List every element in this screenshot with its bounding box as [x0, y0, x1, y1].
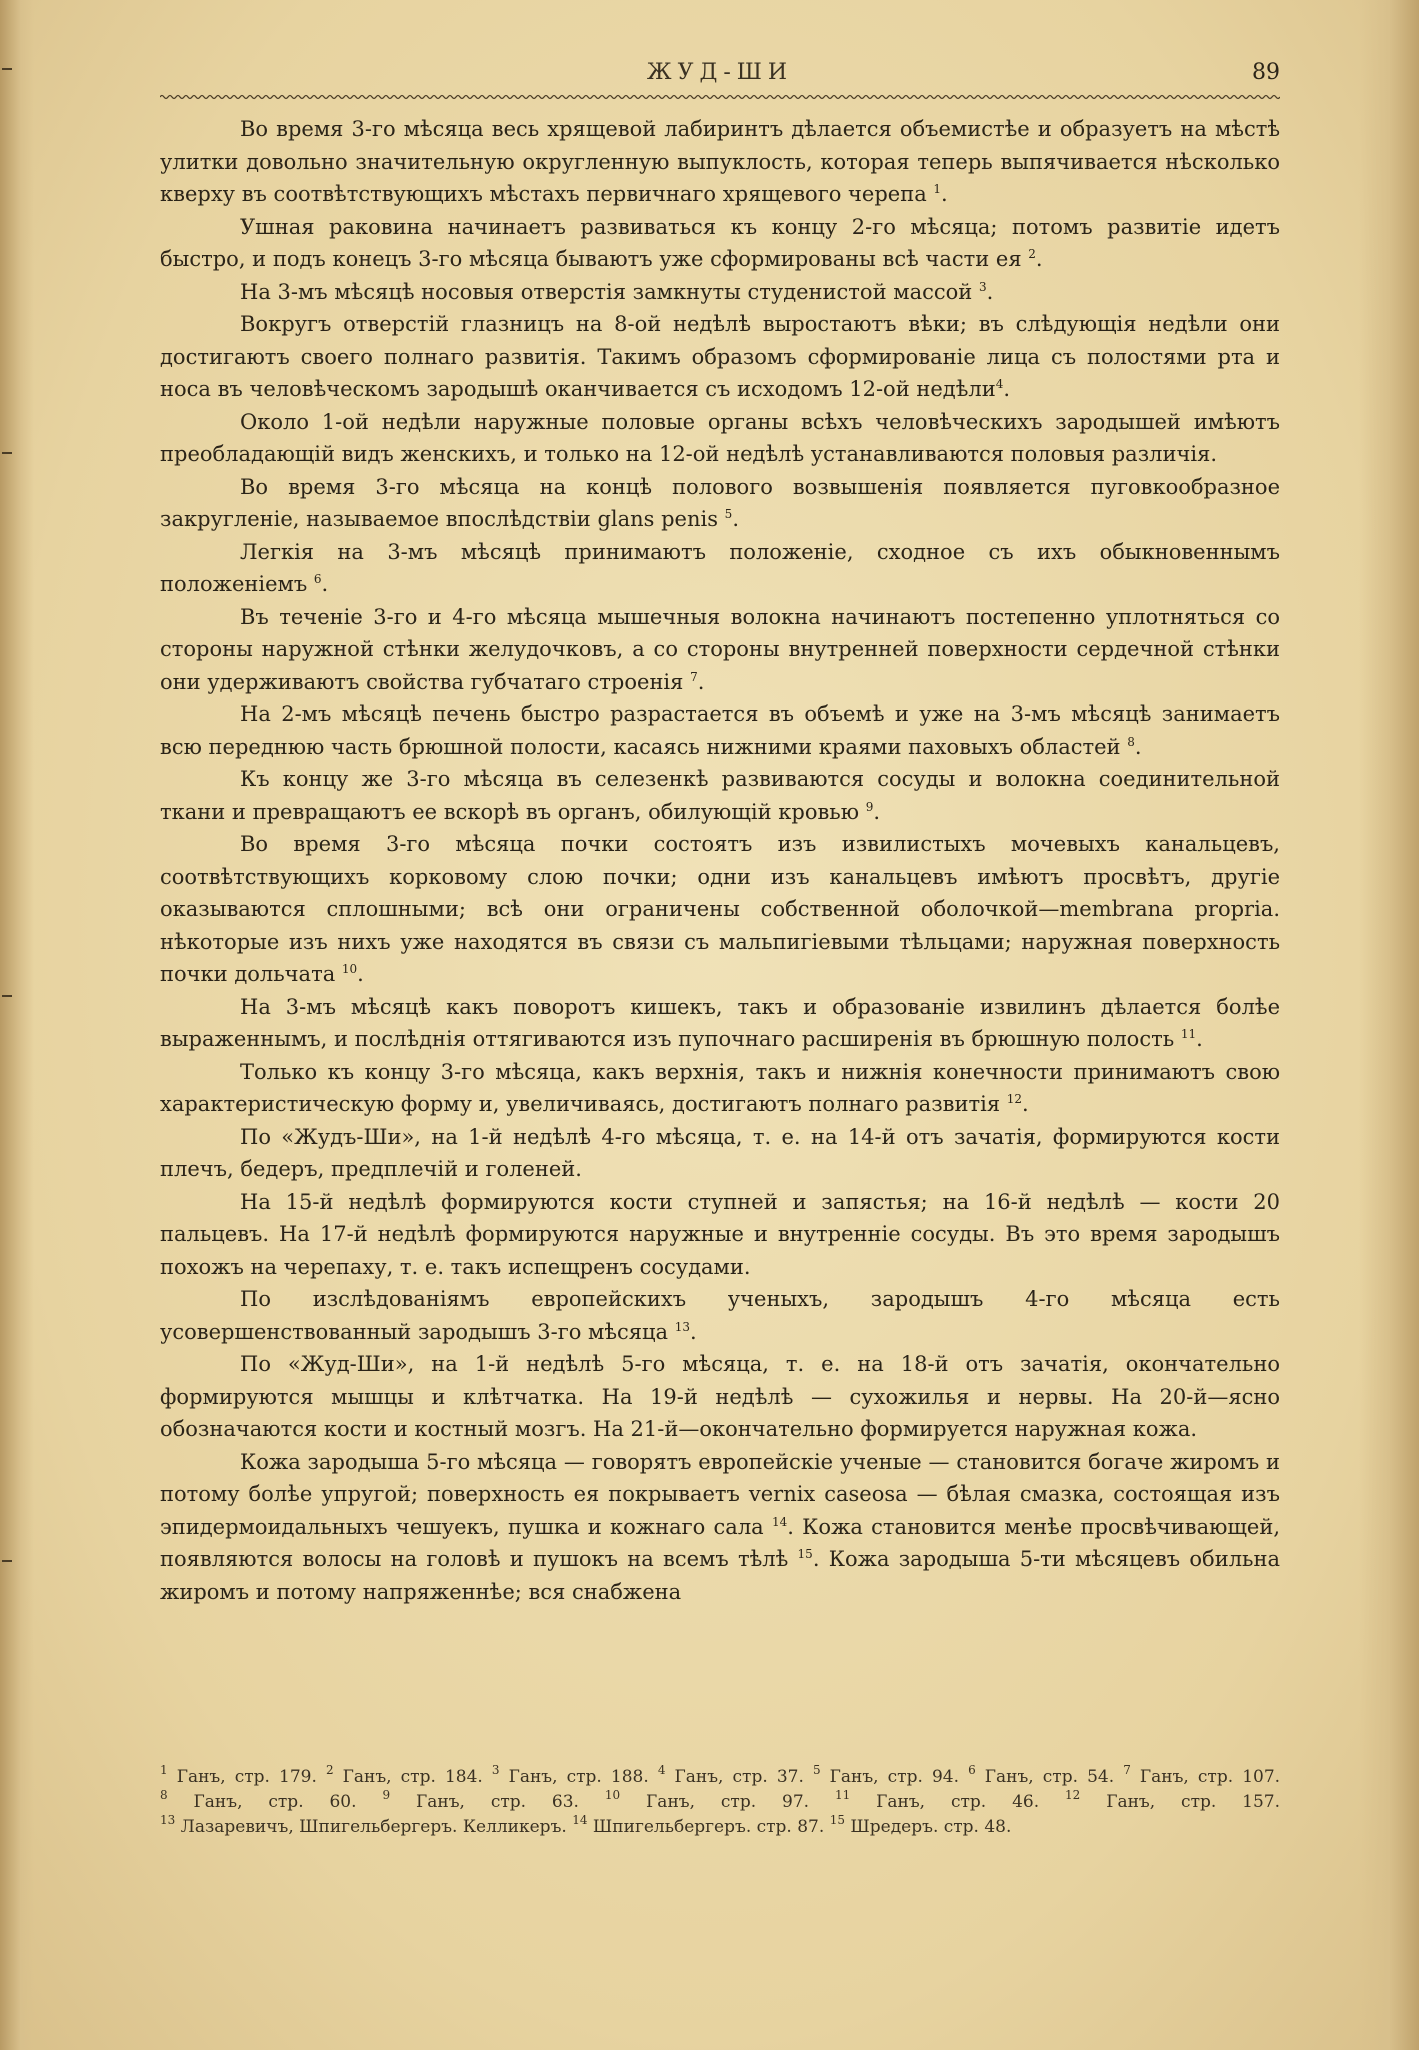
paragraph	[160, 211, 1280, 276]
paragraph-text: .	[873, 799, 881, 824]
paragraph-text: . Кожа становится менѣе просвѣчивающей, появляются волосы на головѣ и пушокъ на всемъ тѣлѣ	[160, 1514, 1280, 1571]
footnote-text: Ганъ, стр. 37.	[665, 1767, 804, 1787]
paragraph	[160, 471, 1280, 536]
footnote	[382, 1788, 579, 1812]
margin-mark	[2, 1560, 12, 1562]
footnote-number: 4	[657, 1763, 666, 1777]
paragraph	[160, 1121, 1280, 1186]
footnote	[160, 1813, 567, 1837]
footnote-marker: 14	[771, 1514, 788, 1529]
paragraph-text: По «Жуд-Ши», на 1-й недѣлѣ 5-го мѣсяца, т. е. на 18-й отъ зачатія, окончательно формируются мышцы и клѣтчатка. На 19-й недѣлѣ — сухожилья и нервы. На 20-й—ясно обозначаются кости и костный мозгъ. На 21-й—окончательно формируется наружная кожа.	[160, 1352, 1280, 1441]
paragraph	[160, 698, 1280, 763]
footnote-text: Ганъ, стр. 157.	[1080, 1792, 1281, 1812]
paragraph-text: .	[1003, 377, 1011, 401]
paragraph-text: .	[357, 962, 364, 986]
footnote-number: 12	[1065, 1788, 1081, 1802]
footnote-number: 9	[382, 1788, 391, 1802]
paragraph-text: Къ концу же 3-го мѣсяца въ селезенкѣ развиваются сосуды и волокна соединительной ткани и превращаютъ ее вскорѣ въ органъ, обилующій кровью	[160, 767, 1280, 824]
footnote-marker: 13	[674, 1319, 690, 1334]
footnote-text: Ганъ, стр. 179.	[167, 1767, 317, 1787]
paragraph	[160, 1348, 1280, 1446]
footnote-marker: 3	[978, 279, 987, 294]
paragraph-text: Около 1-ой недѣли наружные половые органы всѣхъ человѣческихъ зародышей имѣютъ преобладающій видъ женскихъ, и только на 12-ой недѣлѣ устанавливаются половыя различія.	[160, 409, 1280, 466]
footnote-marker: 10	[341, 962, 358, 976]
paragraph-text: .	[690, 1319, 697, 1344]
footnotes	[160, 1765, 1280, 1840]
paragraph-text: На 3-мъ мѣсяцѣ носовыя отверстія замкнуты студенистой массой	[240, 279, 979, 304]
footnote-text: Ганъ, стр. 184.	[333, 1767, 483, 1787]
paragraph-text: .	[321, 572, 329, 596]
footnote-text: Ганъ, стр. 63.	[390, 1792, 579, 1812]
paragraph-text: Вокругъ отверстій глазницъ на 8-ой недѣлѣ выростаютъ вѣки; въ слѣдующія недѣли они достигаютъ своего полнаго развитія. Такимъ образомъ сформированіе лица съ полостями рта и носа въ человѣческомъ зародышѣ оканчивается съ исходомъ 12-ой недѣли	[160, 312, 1280, 401]
footnote-marker: 9	[865, 799, 874, 814]
paragraph-text: По «Жудъ-Ши», на 1-й недѣлѣ 4-го мѣсяца, т. е. на 14-й отъ зачатія, формируются кости плечъ, бедеръ, предплечій и голеней.	[160, 1124, 1280, 1181]
paragraph-text: На 15-й недѣлѣ формируются кости ступней и запястья; на 16-й недѣлѣ — кости 20 пальцевъ. На 17-й недѣлѣ формируются наружные и внутренніе сосуды. Въ это время зародышъ похожъ на черепаху, т. е. такъ испещренъ сосудами.	[160, 1189, 1280, 1279]
footnote	[160, 1763, 317, 1787]
paragraph-text: . Кожа зародыша 5-ти мѣсяцевъ обильна жиромъ и потому напряженнѣе; вся снабжена	[160, 1547, 1280, 1604]
paragraph	[160, 601, 1280, 699]
footnote	[1065, 1788, 1281, 1812]
running-title: ЖУД-ШИ	[646, 60, 794, 85]
paragraph-text: Во время 3-го мѣсяца на концѣ полового возвышенія появляется пуговкообразное закругленіе, называемое впослѣдствіи glans penis	[160, 474, 1280, 531]
paragraph	[160, 308, 1280, 406]
margin-mark	[2, 995, 12, 997]
paragraph	[160, 1283, 1280, 1348]
footnote	[160, 1788, 357, 1812]
footnote	[572, 1813, 825, 1837]
paragraph-text: .	[697, 669, 705, 694]
body-text	[160, 113, 1280, 1608]
footnote-text: Ганъ, стр. 188.	[499, 1767, 649, 1787]
paragraph-text: На 3-мъ мѣсяцѣ какъ поворотъ кишекъ, такъ и образованіе извилинъ дѣлается болѣе выраженнымъ, и послѣднія оттягиваются изъ пупочнаго расширенія въ брюшную полость	[160, 994, 1280, 1051]
paragraph	[160, 1446, 1280, 1609]
footnote-marker: 2	[1028, 247, 1036, 261]
paragraph	[160, 276, 1280, 309]
footnote-marker: 5	[724, 507, 733, 521]
footnote	[812, 1763, 959, 1787]
footnote-number: 5	[812, 1763, 821, 1777]
footnote-marker: 4	[995, 377, 1004, 391]
footnote-text: Ганъ, стр. 54.	[975, 1767, 1115, 1787]
footnote-number: 2	[325, 1763, 334, 1777]
paragraph-text: .	[986, 279, 994, 304]
paragraph	[160, 991, 1280, 1056]
paragraph-text: .	[1196, 1027, 1203, 1051]
paragraph-text: По изслѣдованіямъ европейскихъ ученыхъ, зародышъ 4-го мѣсяца есть усовершенствованный зародышъ 3-го мѣсяца	[160, 1287, 1280, 1344]
footnote-number: 3	[491, 1763, 500, 1777]
paragraph-text: Легкія на 3-мъ мѣсяцѣ принимаютъ положеніе, сходное съ ихъ обыкновеннымъ положеніемъ	[160, 539, 1280, 596]
footnote-marker: 15	[797, 1547, 813, 1561]
footnote-text: Ганъ, стр. 107.	[1130, 1767, 1281, 1787]
paragraph-text: Ушная раковина начинаетъ развиваться къ концу 2-го мѣсяца; потомъ развитіе идетъ быстро, и подъ конецъ 3-го мѣсяца бываютъ уже сформированы всѣ части ея	[160, 214, 1280, 271]
paragraph	[160, 406, 1280, 471]
running-header	[160, 60, 1280, 94]
footnote-marker: 11	[1180, 1027, 1197, 1041]
footnote-marker: 12	[1006, 1092, 1023, 1106]
paragraph	[160, 1056, 1280, 1121]
footnote-text: Ганъ, стр. 97.	[620, 1792, 810, 1812]
footnote	[968, 1763, 1115, 1787]
footnote	[829, 1813, 1012, 1837]
footnote-number: 14	[572, 1813, 588, 1827]
footnote-text: Ганъ, стр. 94.	[820, 1767, 959, 1787]
paragraph	[160, 763, 1280, 828]
page-right-edge	[1359, 0, 1419, 2050]
footnote	[604, 1788, 810, 1812]
footnote-marker: 1	[933, 182, 942, 196]
footnote	[491, 1763, 649, 1787]
paragraph	[160, 536, 1280, 601]
paragraph-text: .	[1035, 247, 1043, 271]
paragraph-text: Во время 3-го мѣсяца весь хрящевой лабиринтъ дѣлается объемистѣе и образуетъ на мѣстѣ улитки довольно значительную округленную выпуклость, которая теперь выпячивается нѣсколько кверху въ соотвѣтствующихъ мѣстахъ первичнаго хрящевого черепа	[160, 117, 1280, 206]
footnote-number: 1	[160, 1763, 168, 1777]
footnote-number: 7	[1123, 1763, 1131, 1777]
paragraph	[160, 113, 1280, 211]
footnote-number: 6	[968, 1763, 976, 1777]
footnote-number: 13	[160, 1813, 176, 1827]
footnote	[1123, 1763, 1281, 1787]
paragraph-text: Кожа зародыша 5-го мѣсяца — говорятъ европейскіе ученые — становится богаче жиромъ и потому болѣе упругой; поверхность ея покрываетъ vernix caseosa — бѣлая смазка, состоящая изъ эпидермоидальныхъ чешуекъ, пушка и кожнаго сала	[160, 1449, 1280, 1539]
paragraph	[160, 1186, 1280, 1284]
paragraph-text: .	[1022, 1092, 1029, 1116]
footnote-number: 11	[834, 1788, 851, 1802]
paragraph-text: На 2-мъ мѣсяцѣ печень быстро разрастается въ объемѣ и уже на 3-мъ мѣсяцѣ занимаетъ всю переднюю часть брюшной полости, касаясь нижними краями паховыхъ областей	[160, 702, 1280, 759]
footnote-text: Ганъ, стр. 46.	[850, 1792, 1040, 1812]
paragraph-text: .	[1134, 734, 1142, 759]
footnote-marker: 6	[313, 572, 322, 586]
footnote-number: 10	[604, 1788, 621, 1802]
margin-mark	[2, 452, 12, 454]
footnote-marker: 8	[1127, 734, 1135, 749]
footnote-text: Лазаревичъ, Шпигельбергеръ. Келликеръ.	[175, 1817, 567, 1837]
paragraph	[160, 828, 1280, 991]
footnote-number: 8	[160, 1788, 168, 1802]
footnote-text: Шпигельбергеръ. стр. 87.	[587, 1817, 825, 1837]
margin-mark	[2, 68, 12, 70]
footnote-marker: 7	[690, 669, 698, 684]
footnote	[325, 1763, 483, 1787]
paragraph-text: Только къ концу 3-го мѣсяца, какъ верхнія, такъ и нижнія конечности принимаютъ свою характеристическую форму и, увеличиваясь, достигаютъ полнаго развитія	[160, 1059, 1280, 1116]
header-rule	[160, 94, 1280, 100]
page-left-edge	[0, 0, 34, 2050]
footnote-text: Шредеръ. стр. 48.	[844, 1817, 1012, 1837]
paragraph-text: Во время 3-го мѣсяца почки состоятъ изъ извилистыхъ мочевыхъ канальцевъ, соотвѣтствующихъ корковому слою почки; одни изъ канальцевъ имѣютъ просвѣтъ, другіе оказываются сплошными; всѣ они ограничены собственной оболочкой—membrana propria. нѣкоторые изъ нихъ уже находятся въ связи съ мальпигіевыми тѣльцами; наружная поверхность почки дольчата	[160, 832, 1280, 986]
footnote-number: 15	[829, 1813, 845, 1827]
paragraph-text: Въ теченіе 3-го и 4-го мѣсяца мышечныя волокна начинаютъ постепенно уплотняться со стороны наружной стѣнки желудочковъ, а со стороны внутренней поверхности сердечной стѣнки они удерживаютъ свойства губчатаго строенія	[160, 604, 1280, 694]
footnote	[834, 1788, 1040, 1812]
footnote-text: Ганъ, стр. 60.	[167, 1792, 357, 1812]
page-number: 89	[1252, 60, 1280, 85]
footnote	[657, 1763, 804, 1787]
paragraph-text: .	[732, 507, 739, 531]
paragraph-text: .	[941, 182, 948, 206]
